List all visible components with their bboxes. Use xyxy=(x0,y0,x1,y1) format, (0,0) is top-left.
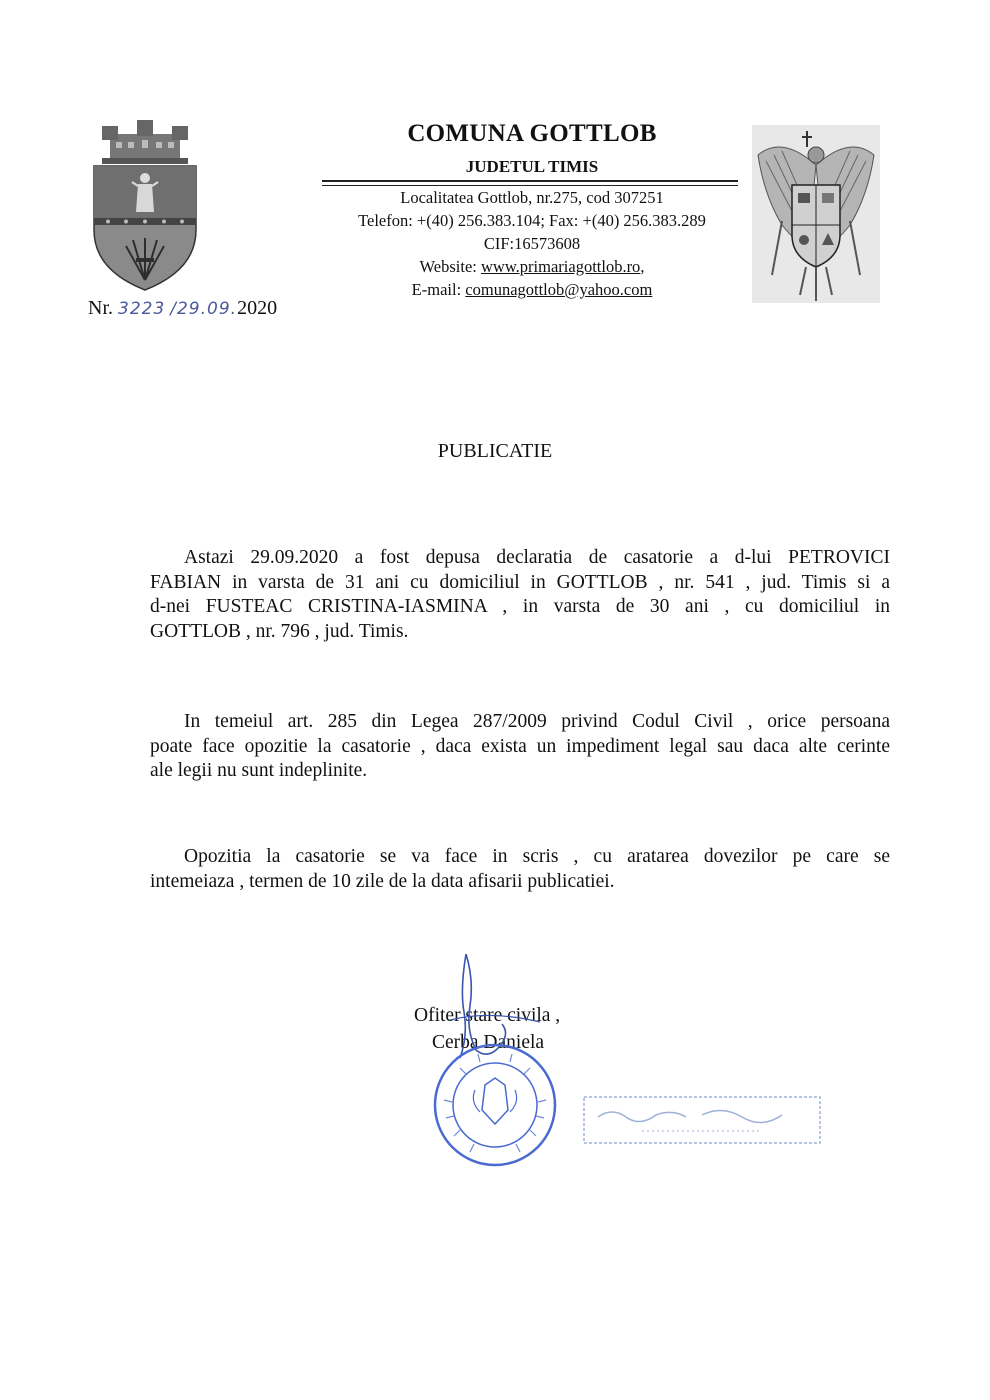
cif-line: CIF:16573608 xyxy=(483,234,581,253)
email-line xyxy=(326,279,738,301)
org-name: COMUNA GOTTLOB xyxy=(407,120,657,147)
paragraph-legal-basis xyxy=(150,710,890,784)
header-divider xyxy=(322,180,738,182)
paragraph-declaration xyxy=(150,546,890,644)
paragraph-line: intemeiaza , termen de 10 zile de la data afisarii publicatiei. xyxy=(150,870,615,892)
org-county: JUDETUL TIMIS xyxy=(465,157,599,176)
gottlob-coat-of-arms-icon xyxy=(88,120,202,292)
email-label: E-mail: xyxy=(411,280,466,299)
paragraph-opposition xyxy=(150,845,890,894)
registration-year: 2020 xyxy=(237,297,278,319)
signature-role: Ofiter stare civila , xyxy=(414,1005,561,1026)
paragraph-line: In temeiul art. 285 din Legea 287/2009 privind Codul Civil , orice persoana xyxy=(184,711,890,732)
address-line: Localitatea Gottlob, nr.275, cod 307251 xyxy=(400,188,664,207)
registration-handwritten-number: 3223 xyxy=(118,299,166,319)
paragraph-line: ale legii nu sunt indeplinite. xyxy=(150,760,368,781)
official-round-stamp-icon xyxy=(430,1040,560,1170)
website-suffix: , xyxy=(640,257,645,276)
paragraph-line: Opozitia la casatorie se va face in scris , cu aratarea dovezilor pe care se xyxy=(184,846,890,867)
paragraph-line: d-nei FUSTEAC CRISTINA-IASMINA , in varsta de 30 ani , cu domiciliul in xyxy=(150,596,890,617)
website-line xyxy=(326,256,738,278)
paragraph-line: Astazi 29.09.2020 a fost depusa declaratia de casatorie a d-lui PETROVICI xyxy=(184,547,890,568)
registration-prefix: Nr. xyxy=(88,297,113,319)
paragraph-line: FABIAN in varsta de 31 ani cu domiciliul in GOTTLOB , nr. 541 , jud. Timis si a xyxy=(150,571,890,593)
signature-name: Cerba Daniela xyxy=(432,1032,545,1053)
phone-fax-line: Telefon: +(40) 256.383.104; Fax: +(40) 256.383.289 xyxy=(358,211,706,230)
paragraph-line: poate face opozitie la casatorie , daca exista un impediment legal sau daca alte cerinte xyxy=(150,735,890,757)
romania-coat-of-arms-icon xyxy=(752,125,880,303)
email-link[interactable]: comunagottlob@yahoo.com xyxy=(465,280,653,299)
rectangular-stamp-icon xyxy=(582,1095,822,1145)
registration-number xyxy=(88,297,277,320)
website-link[interactable]: www.primariagottlob.ro xyxy=(481,257,641,276)
registration-handwritten-date: /29.09. xyxy=(170,299,238,319)
document-title: PUBLICATIE xyxy=(437,440,553,462)
website-label: Website: xyxy=(419,257,481,276)
paragraph-line: GOTTLOB , nr. 796 , jud. Timis. xyxy=(150,620,409,642)
header-divider-thin xyxy=(322,185,738,186)
